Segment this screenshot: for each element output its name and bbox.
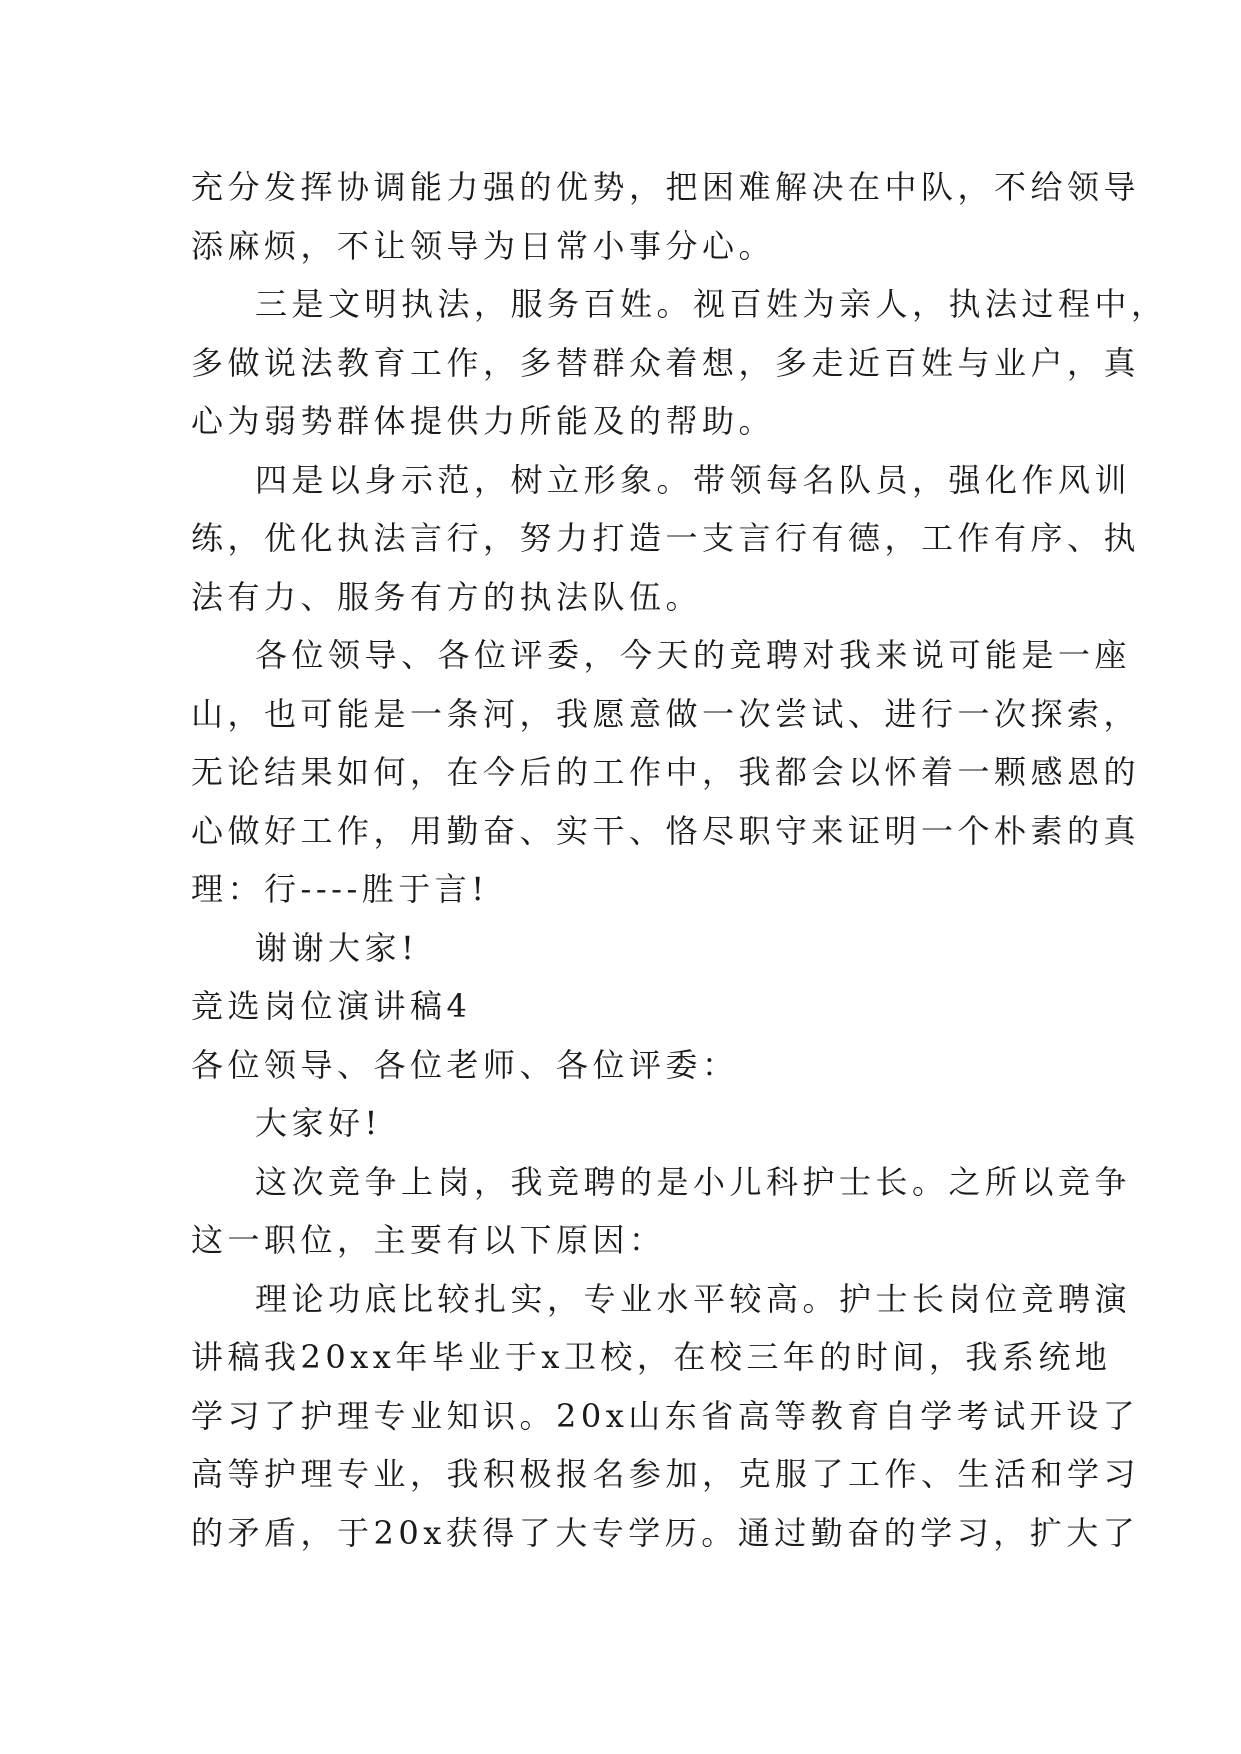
text-line: 理：行----胜于言!	[191, 870, 489, 908]
text-line: 法有力、服务有方的执法队伍。	[191, 577, 703, 616]
section-heading: 竞选岗位演讲稿4	[191, 987, 472, 1025]
text-line: 这次竞争上岗，我竞聘的是小儿科护士长。之所以竞争	[255, 1162, 1132, 1201]
text-line: 心为弱势群体提供力所能及的帮助。	[191, 402, 776, 440]
text-line: 三是文明执法，服务百姓。视百姓为亲人，执法过程中，	[255, 285, 1168, 323]
text-line: 的矛盾，于20x获得了大专学历。通过勤奋的学习，扩大了	[191, 1513, 1140, 1552]
text-line: 理论功底比较扎实，专业水平较高。护士长岗位竞聘演	[255, 1279, 1132, 1318]
greeting: 大家好!	[255, 1104, 382, 1142]
text-line: 这一职位，主要有以下原因：	[191, 1221, 666, 1259]
text-line: 无论结果如何，在今后的工作中，我都会以怀着一颗感恩的	[191, 753, 1141, 791]
text-line: 山，也可能是一条河，我愿意做一次尝试、进行一次探索，	[191, 694, 1141, 733]
text-line: 讲稿我20xx年毕业于x卫校，在校三年的时间，我系统地	[191, 1338, 1112, 1376]
text-line: 各位领导、各位评委，今天的竞聘对我来说可能是一座	[255, 636, 1132, 674]
text-line: 四是以身示范，树立形象。带领每名队员，强化作风训	[255, 460, 1132, 499]
text-line: 充分发挥协调能力强的优势，把困难解决在中队，不给领导	[191, 168, 1141, 206]
salutation: 各位领导、各位老师、各位评委：	[191, 1045, 739, 1084]
text-line: 心做好工作，用勤奋、实干、恪尽职守来证明一个朴素的真	[191, 811, 1141, 850]
document-body	[191, 158, 1168, 1562]
text-line: 学习了护理专业知识。20x山东省高等教育自学考试开设了	[191, 1396, 1140, 1435]
text-line: 谢谢大家!	[255, 928, 419, 967]
text-line: 添麻烦，不让领导为日常小事分心。	[191, 226, 776, 265]
text-line: 多做说法教育工作，多替群众着想，多走近百姓与业户，真	[191, 343, 1141, 382]
text-line: 练，优化执法言行，努力打造一支言行有德，工作有序、执	[191, 519, 1141, 557]
text-line: 高等护理专业，我积极报名参加，克服了工作、生活和学习	[191, 1455, 1141, 1493]
